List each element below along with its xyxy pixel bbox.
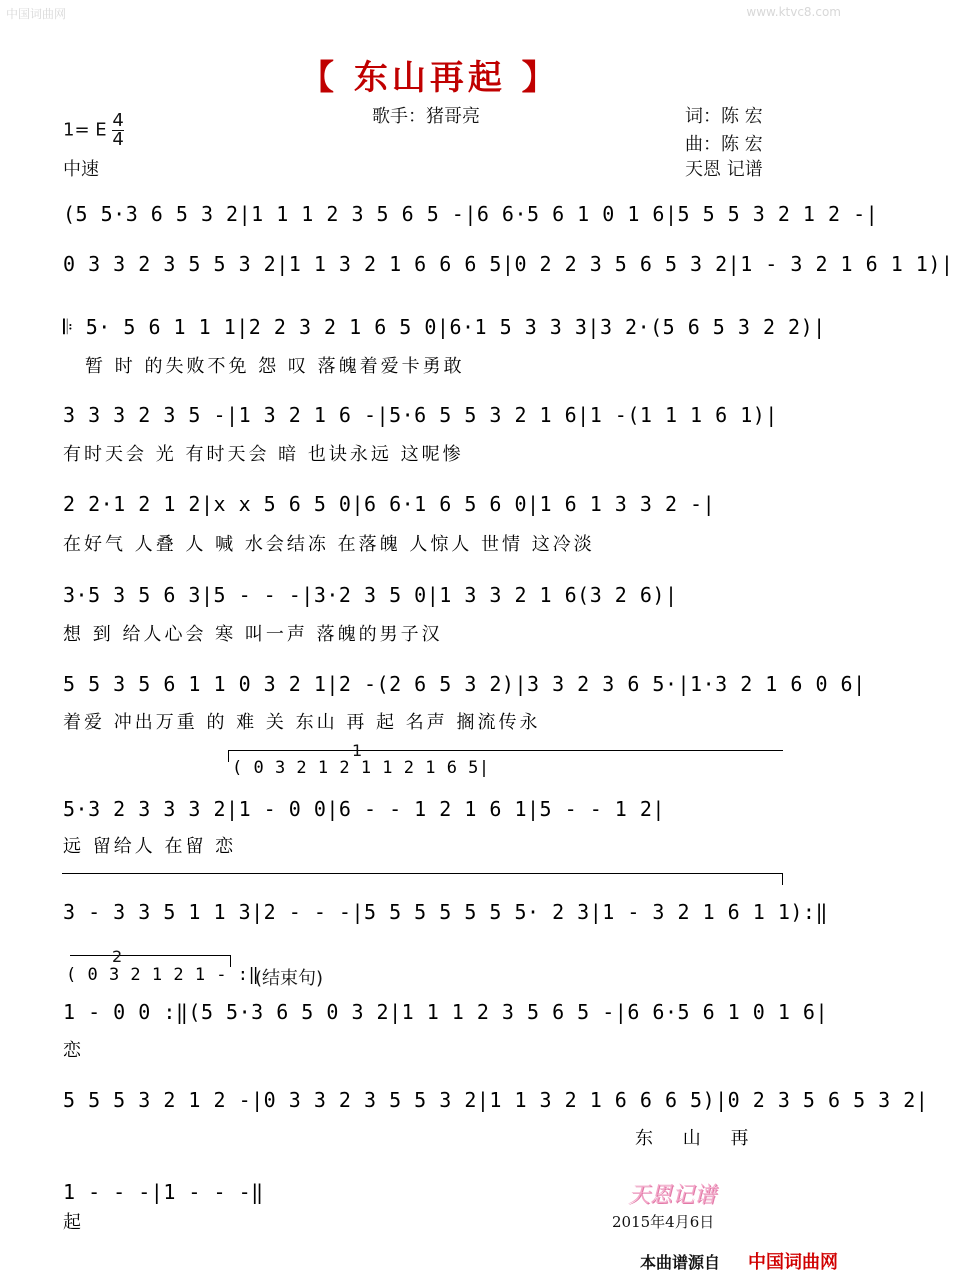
volta-2-bracket	[70, 955, 230, 956]
footer-site-link[interactable]: 中国词曲网	[748, 1252, 838, 1273]
key-signature	[63, 112, 124, 149]
lyric-line-7: 着爱 冲出万重 的 难 关 东山 再 起 名声 搁流传永	[63, 712, 541, 733]
transcriber: 天恩 记谱	[685, 159, 763, 180]
volta-1-phrase: ( 0 3 2 1 2 1 1 2 1 6 5|	[232, 758, 490, 778]
lyricist: 词：陈 宏	[685, 106, 763, 127]
score-line-4: 3 3 3 2 3 5 -|1 3 2 1 6 -|5·6 5 5 3 2 1 6|1 -(1 1 1 6 1)|	[63, 403, 778, 427]
key-label: 1= E	[63, 119, 107, 141]
singer: 歌手：猪哥亮	[372, 106, 480, 127]
score-line-1: (5 5·3 6 5 3 2|1 1 1 2 3 5 6 5 -|6 6·5 6 1 0 1 6|5 5 5 3 2 1 2 -|	[63, 202, 879, 226]
time-signature-denominator: 4	[112, 129, 124, 150]
score-line-7: 5 5 3 5 6 1 1 0 3 2 1|2 -(2 6 5 3 2)|3 3 2 3 6 5·|1·3 2 1 6 0 6|	[63, 672, 866, 696]
score-line-11: 5 5 5 3 2 1 2 -|0 3 3 2 3 5 5 3 2|1 1 3 2 1 6 6 6 5)|0 2 3 5 6 5 3 2|	[63, 1088, 929, 1112]
score-line-3: 𝄆 5· 5 6 1 1 1|2 2 3 2 1 6 5 0|6·1 5 3 3 3|3 2·(5 6 5 3 2 2)|	[63, 315, 826, 339]
tempo: 中速	[63, 159, 99, 180]
score-line-6: 3·5 3 5 6 3|5 - - -|3·2 3 5 0|1 3 3 2 1 6(3 2 6)|	[63, 583, 678, 607]
lyric-line-8: 远 留给人 在留 恋	[63, 836, 237, 857]
score-line-5: 2 2·1 2 1 2|x x 5 6 5 0|6 6·1 6 5 6 0|1 6 1 3 3 2 -|	[63, 492, 716, 516]
score-line-10: 1 - 0 0 :‖(5 5·3 6 5 0 3 2|1 1 1 2 3 5 6 5 -|6 6·5 6 1 0 1 6|	[63, 1000, 829, 1024]
watermark-right: www.ktvc8.com	[746, 5, 841, 19]
lyric-line-5: 在好气 人叠 人 喊 水会结冻 在落魄 人惊人 世情 这冷淡	[63, 534, 595, 555]
repeat-bracket-end	[782, 873, 783, 885]
volta-1-bracket	[228, 750, 783, 751]
time-signature-numerator: 4	[112, 110, 124, 131]
lyric-line-11: 东 山 再	[635, 1128, 752, 1149]
watermark-left: 中国词曲网	[6, 7, 67, 21]
lyric-line-10: 恋	[63, 1040, 84, 1061]
song-title: 【 东山再起 】	[300, 58, 560, 98]
score-line-12: 1 - - -|1 - - -‖	[63, 1180, 264, 1204]
volta-1-number: 1	[352, 741, 363, 760]
repeat-bracket	[62, 873, 782, 874]
score-line-8: 5·3 2 3 3 3 2|1 - 0 0|6 - - 1 2 1 6 1|5 - - 1 2|	[63, 797, 665, 821]
transcription-date: 2015年4月6日	[612, 1213, 715, 1231]
lyric-line-4: 有时天会 光 有时天会 暗 也诀永远 这呢惨	[63, 444, 464, 465]
lyric-line-3: 暂 时 的失败不免 怨 叹 落魄着爱卡勇敢	[85, 356, 465, 377]
time-signature	[112, 112, 123, 149]
volta-2-number: 2	[112, 947, 123, 966]
transcriber-stamp: 天恩记谱	[628, 1183, 717, 1208]
footer-source-label: 本曲谱源自	[640, 1253, 721, 1272]
composer: 曲：陈 宏	[685, 134, 763, 155]
score-line-2: 0 3 3 2 3 5 5 3 2|1 1 3 2 1 6 6 6 5|0 2 2 3 5 6 5 3 2|1 - 3 2 1 6 1 1)|	[63, 252, 953, 276]
ending-phrase-label: (结束句)	[255, 968, 324, 989]
lyric-line-6: 想 到 给人心会 寒 叫一声 落魄的男子汉	[63, 624, 443, 645]
lyric-line-12: 起	[63, 1212, 84, 1233]
volta-1-bracket-start	[228, 750, 229, 762]
score-line-9: 3 - 3 3 5 1 1 3|2 - - -|5 5 5 5 5 5 5· 2 3|1 - 3 2 1 6 1 1):‖	[63, 900, 829, 924]
volta-2-phrase: ( 0 3 2 1 2 1 - :‖	[66, 965, 260, 985]
